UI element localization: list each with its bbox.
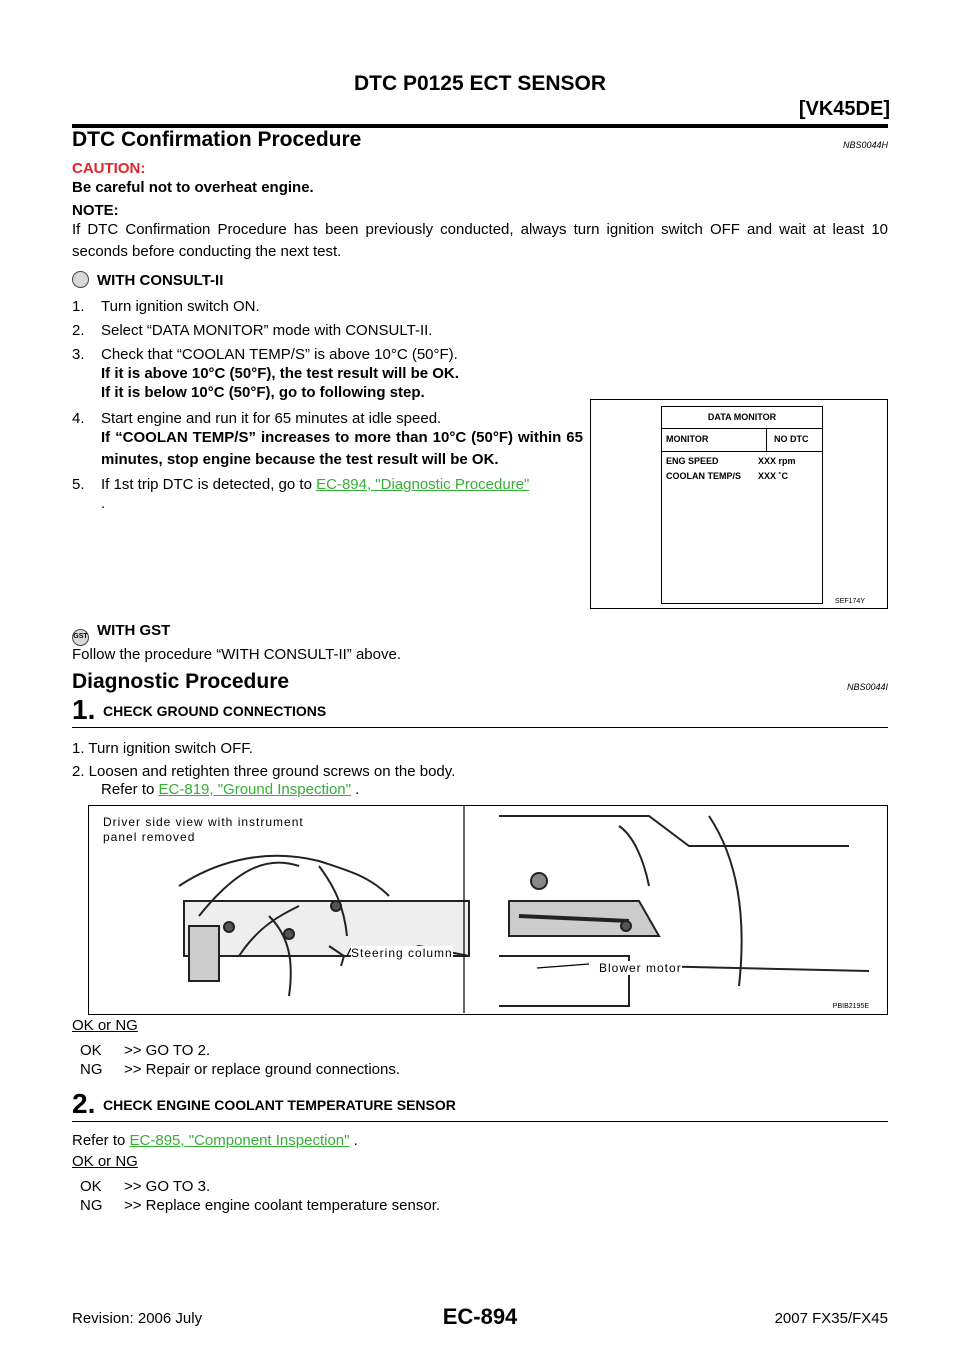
ground-connection-figure [88, 805, 888, 1015]
note-label: NOTE: [72, 202, 119, 219]
step-2-title: CHECK ENGINE COOLANT TEMPERATURE SENSOR [103, 1097, 456, 1113]
step-1-number: 1. [72, 694, 96, 725]
section-code-confirmation: NBS0044H [842, 140, 888, 150]
ok-action: >> GO TO 3. [124, 1178, 211, 1195]
coolant-temp-value: XXX ˚C [758, 471, 789, 481]
page-header-title: DTC P0125 ECT SENSOR [353, 72, 607, 95]
coolant-temp-label: COOLAN TEMP/S [666, 471, 742, 481]
confirmation-step-list [0, 296, 600, 536]
step-2-ok-or-ng: OK or NG [72, 1153, 138, 1170]
ok-action: >> GO TO 2. [124, 1042, 211, 1059]
ref-prefix: Refer to [101, 781, 155, 798]
data-monitor-screen [661, 406, 823, 604]
step-text: Select “DATA MONITOR” mode with CONSULT-II. [101, 322, 433, 339]
step-1-line-1: 1. Turn ignition switch OFF. [72, 740, 253, 757]
ng-label: NG [80, 1197, 103, 1214]
caution-text: Be careful not to overheat engine. [72, 179, 314, 196]
data-monitor-figure [590, 399, 888, 609]
note-text: If DTC Confirmation Procedure has been previously conducted, always turn ignition switch OFF and wait at least 10 seconds before conducting the next test. [72, 221, 888, 260]
no-dtc-label: NO DTC [774, 434, 809, 444]
step-text: Check that “COOLAN TEMP/S” is above 10°C (50°F). [101, 346, 458, 363]
gst-heading-label: WITH GST [97, 622, 171, 639]
diagnostic-procedure-link[interactable]: EC-894, "Diagnostic Procedure" [316, 476, 530, 493]
ng-action: >> Repair or replace ground connections. [124, 1061, 401, 1078]
caution-label: CAUTION: [72, 160, 146, 177]
step-number: 1. [72, 298, 85, 315]
ref-tail: . [353, 1132, 358, 1149]
eng-speed-value: XXX rpm [758, 456, 796, 466]
step-text: If 1st trip DTC is detected, go to [101, 476, 312, 493]
step-2-results [0, 1176, 600, 1224]
step-number: 2. [72, 322, 85, 339]
footer-revision: Revision: 2006 July [72, 1310, 203, 1327]
step-tail: . [101, 495, 106, 512]
footer-model: 2007 FX35/FX45 [774, 1310, 888, 1327]
figure-code: PBIB2195E [832, 1003, 869, 1010]
gst-text: Follow the procedure “WITH CONSULT-II” above. [72, 646, 401, 663]
ref-tail: . [355, 781, 360, 798]
section-title-confirmation: DTC Confirmation Procedure [72, 128, 362, 151]
step-1-results [0, 1040, 600, 1088]
footer-page-number: EC-894 [442, 1304, 518, 1329]
blower-motor-label: Blower motor [599, 961, 682, 975]
step-2-rule [72, 1121, 888, 1122]
ng-action: >> Replace engine coolant temperature sensor. [124, 1197, 441, 1214]
figure-code: SEF174Y [835, 598, 865, 605]
step-text: Turn ignition switch ON. [101, 298, 260, 315]
step-number: 4. [72, 410, 85, 427]
gst-heading [72, 620, 170, 646]
step-text: Start engine and run it for 65 minutes at idle speed. [101, 410, 442, 427]
screen-rule [662, 451, 822, 452]
monitor-column-label: MONITOR [666, 434, 709, 444]
section-title-diagnostic: Diagnostic Procedure [72, 670, 290, 693]
step-1-ref [101, 779, 359, 801]
step-1-title: CHECK GROUND CONNECTIONS [103, 703, 327, 719]
step-1-rule [72, 727, 888, 728]
screen-rule [662, 428, 822, 429]
ok-label: OK [80, 1178, 102, 1195]
ground-inspection-link[interactable]: EC-819, "Ground Inspection" [158, 781, 351, 798]
step-number: 5. [72, 476, 85, 493]
consult-heading-label: WITH CONSULT-II [97, 272, 224, 289]
step-2-number: 2. [72, 1088, 96, 1119]
eng-speed-label: ENG SPEED [666, 456, 719, 466]
step-result-ok: If “COOLAN TEMP/S” increases to more than 10°C (50°F) within 65 minutes, stop engine because the test result will be OK. [101, 429, 583, 468]
component-inspection-link[interactable]: EC-895, "Component Inspection" [129, 1132, 350, 1149]
data-monitor-title: DATA MONITOR [707, 412, 777, 422]
ng-label: NG [80, 1061, 103, 1078]
ground-photo-illustration [89, 806, 886, 1013]
consult-tool-icon [72, 271, 89, 288]
ok-label: OK [80, 1042, 102, 1059]
step-1-line-2: 2. Loosen and retighten three ground screws on the body. [72, 763, 456, 780]
ref-prefix: Refer to [72, 1132, 126, 1149]
figure-caption-line-2: panel removed [103, 830, 196, 844]
consult-heading [72, 270, 223, 292]
screen-divider [766, 428, 767, 451]
step-result-ok: If it is above 10°C (50°F), the test result will be OK. [101, 365, 459, 382]
step-number: 3. [72, 346, 85, 363]
step-result-next: If it is below 10°C (50°F), go to following step. [101, 384, 425, 401]
step-1-ok-or-ng: OK or NG [72, 1017, 138, 1034]
engine-model-tag: [VK45DE] [798, 98, 890, 120]
steering-column-label: Steering column [351, 946, 453, 960]
figure-caption-line-1: Driver side view with instrument [103, 815, 304, 829]
step-2-ref [72, 1130, 358, 1152]
gst-tool-icon: GST [72, 629, 89, 646]
section-code-diagnostic: NBS0044I [846, 682, 888, 692]
